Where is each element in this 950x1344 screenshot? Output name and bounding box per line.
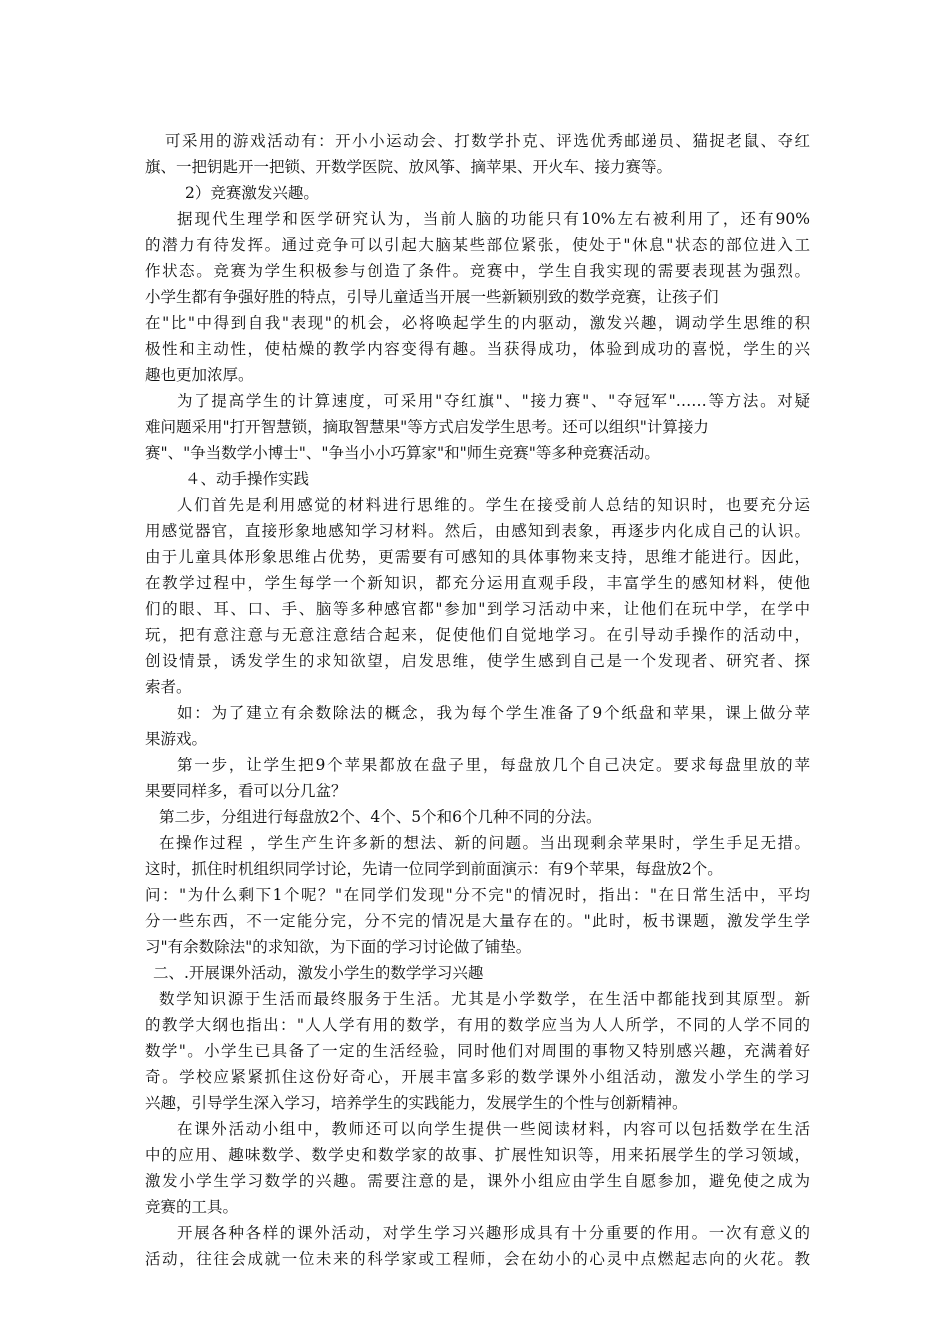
section-heading: 二、.开展课外活动，激发小学生的数学学习兴趣 [153,964,484,982]
text-line: 用感觉器官，直接形象地感知学习材料。然后，由感知到表象，再逐步内化成自己的认识。 [145,522,810,540]
text-line: 在课外活动小组中，教师还可以向学生提供一些阅读材料，内容可以包括数学在生活 [177,1120,810,1138]
text-line: 在"比"中得到自我"表现"的机会，必将唤起学生的内驱动，激发兴趣，调动学生思维的积 [145,314,810,332]
section-heading: ４、动手操作实践 [185,470,310,488]
text-line: 数学知识源于生活而最终服务于生活。尤其是小学数学，在生活中都能找到其原型。新 [159,990,810,1008]
text-line: 这时，抓住时机组织同学讨论，先请一位同学到前面演示：有9个苹果，每盘放2个。 [145,860,723,878]
text-line: 赛"、"争当数学小博士"、"争当小小巧算家"和"师生竞赛"等多种竞赛活动。 [145,444,660,462]
text-line: 创设情景，诱发学生的求知欲望，启发思维，使学生感到自己是一个发现者、研究者、探 [145,652,810,670]
text-line: 的潜力有待发挥。通过竞争可以引起大脑某些部位紧张，使处于"休息"状态的部位进入工 [145,236,810,254]
text-line: 的教学大纲也指出："人人学有用的数学，有用的数学应当为人人所学，不同的人学不同的 [145,1016,810,1034]
text-line: 兴趣，引导学生深入学习，培养学生的实践能力，发展学生的个性与创新精神。 [145,1094,688,1112]
text-line: 问："为什么剩下1个呢？"在同学们发现"分不完"的情况时，指出："在日常生活中，平均 [145,886,810,904]
section-heading: 2）竞赛激发兴趣。 [185,184,319,202]
text-line: 旗、一把钥匙开一把锁、开数学医院、放风筝、摘苹果、开火车、接力赛等。 [145,158,673,176]
text-line: 极性和主动性，使枯燥的教学内容变得有趣。当获得成功，体验到成功的喜悦，学生的兴 [145,340,810,358]
text-line: 难问题采用"打开智慧锁，摘取智慧果"等方式启发学生思考。还可以组织"计算接力 [145,418,709,436]
text-line: 第一步，让学生把9个苹果都放在盘子里，每盘放几个自己决定。要求每盘里放的苹 [177,756,810,774]
text-line: 人们首先是利用感觉的材料进行思维的。学生在接受前人总结的知识时，也要充分运 [177,496,810,514]
text-line: 在操作过程 ，学生产生许多新的想法、新的问题。当出现剩余苹果时，学生手足无措。 [159,834,810,852]
text-line: 奇。学校应紧紧抓住这份好奇心，开展丰富多彩的数学课外小组活动，激发小学生的学习 [145,1068,810,1086]
document-body [145,128,810,1272]
text-line: 在教学过程中，学生每学一个新知识，都充分运用直观手段，丰富学生的感知材料，使他 [145,574,810,592]
text-line: 由于儿童具体形象思维占优势，更需要有可感知的具体事物来支持，思维才能进行。因此， [145,548,810,566]
text-line: 激发小学生学习数学的兴趣。需要注意的是，课外小组应由学生自愿参加，避免使之成为 [145,1172,810,1190]
text-line: 们的眼、耳、口、手、脑等多种感官都"参加"到学习活动中来，让他们在玩中学，在学中 [145,600,810,618]
text-line: 小学生都有争强好胜的特点，引导儿童适当开展一些新颖别致的数学竞赛，让孩子们 [145,288,719,306]
text-line: 据现代生理学和医学研究认为，当前人脑的功能只有10%左右被利用了，还有90% [177,210,810,228]
text-line: 第二步，分组进行每盘放2个、4个、5个和6个几种不同的分法。 [159,808,602,826]
text-line: 习"有余数除法"的求知欲，为下面的学习讨论做了铺垫。 [145,938,532,956]
text-line: 开展各种各样的课外活动，对学生学习兴趣形成具有十分重要的作用。一次有意义的 [177,1224,810,1242]
text-line: 活动，往往会成就一位未来的科学家或工程师，会在幼小的心灵中点燃起志向的火花。教 [145,1250,810,1268]
text-line: 中的应用、趣味数学、数学史和数学家的故事、扩展性知识等，用来拓展学生的学习领域， [145,1146,810,1164]
text-line: 如：为了建立有余数除法的概念，我为每个学生准备了9个纸盘和苹果，课上做分苹 [177,704,810,722]
text-line: 趣也更加浓厚。 [145,366,254,384]
text-line: 竞赛的工具。 [145,1198,239,1216]
text-line: 可采用的游戏活动有：开小小运动会、打数学扑克、评选优秀邮递员、猫捉老鼠、夺红 [165,132,810,150]
text-line: 数学"。小学生已具备了一定的生活经验，同时他们对周围的事物又特别感兴趣，充满着好 [145,1042,810,1060]
text-line: 果要同样多，看可以分几盆？ [145,782,347,800]
text-line: 果游戏。 [145,730,208,748]
text-line: 作状态。竞赛为学生积极参与创造了条件。竞赛中，学生自我实现的需要表现甚为强烈。 [145,262,810,280]
text-line: 索者。 [145,678,192,696]
text-line: 玩，把有意注意与无意注意结合起来，促使他们自觉地学习。在引导动手操作的活动中， [145,626,810,644]
text-line: 分一些东西，不一定能分完，分不完的情况是大量存在的。"此时，板书课题，激发学生学 [145,912,810,930]
text-line: 为了提高学生的计算速度，可采用"夺红旗"、"接力赛"、"夺冠军"……等方法。对疑 [177,392,810,410]
